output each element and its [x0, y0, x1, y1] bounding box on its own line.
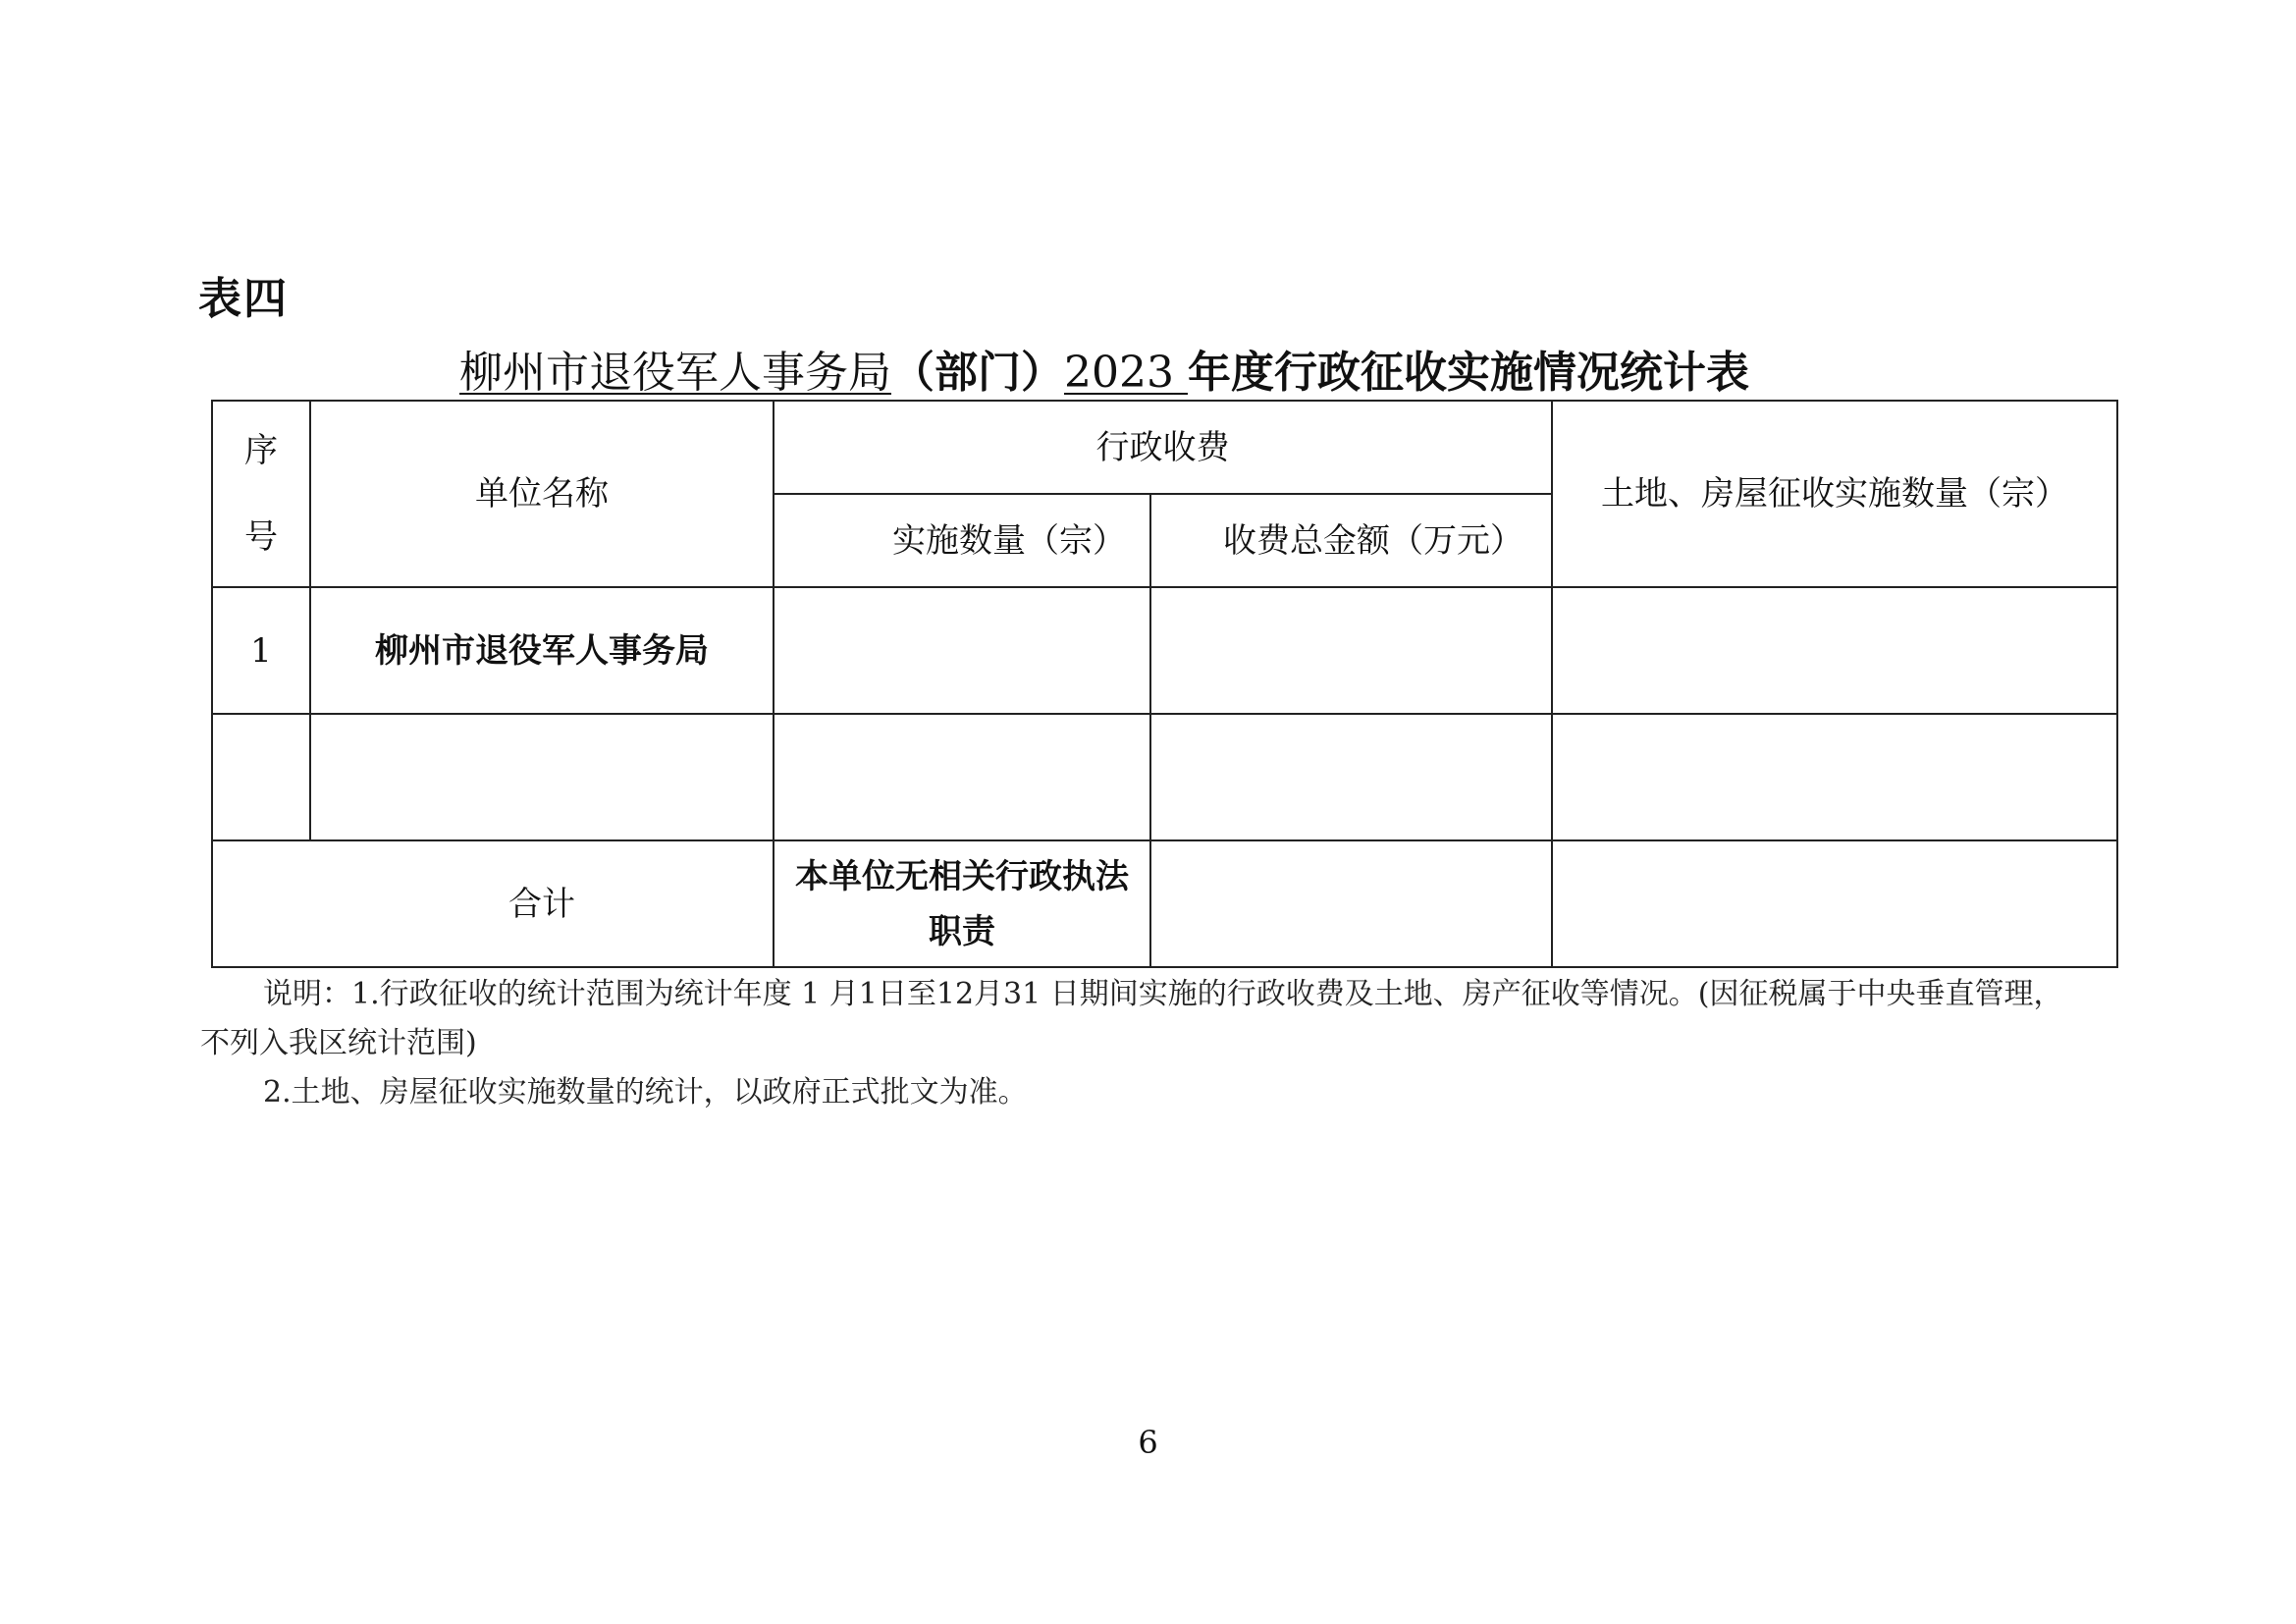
header-admin-fee: 行政收费	[774, 401, 1552, 494]
row-seq	[212, 714, 310, 840]
total-row	[212, 840, 2117, 967]
title-year: 2023	[1064, 348, 1174, 398]
note-line-1-continued: 不列入我区统计范围)	[200, 1026, 477, 1060]
header-seq	[212, 401, 310, 587]
total-land	[1552, 840, 2117, 967]
table-row	[212, 714, 2117, 840]
header-unit-name: 单位名称	[310, 401, 774, 587]
page-number: 6	[1138, 1424, 1158, 1461]
row-count	[774, 714, 1150, 840]
total-count-note	[774, 840, 1150, 967]
header-fee-total: 收费总金额（万元）	[1150, 494, 1552, 587]
table-label: 表四	[198, 274, 289, 324]
row-count	[774, 587, 1150, 714]
row-land	[1552, 714, 2117, 840]
title-suffix: 年度行政征收实施情况统计表	[1187, 348, 1749, 398]
header-seq-line1: 序	[244, 431, 278, 470]
title-dept: （部门）	[891, 348, 1064, 398]
row-unit-name	[310, 714, 774, 840]
notes	[200, 970, 2124, 1117]
row-unit-name: 柳州市退役军人事务局	[310, 587, 774, 714]
note-line-1: 说明：1.行政征收的统计范围为统计年度 1 月1日至12月31 日期间实施的行政收费及土地、房产征收等情况。(因征税属于中央垂直管理，	[263, 977, 2063, 1011]
document-title	[459, 344, 1749, 403]
row-fee-total	[1150, 587, 1552, 714]
header-land: 土地、房屋征收实施数量（宗）	[1552, 401, 2117, 587]
table-row	[212, 587, 2117, 714]
note-line-2: 2.土地、房屋征收实施数量的统计，以政府正式批文为准。	[263, 1075, 1028, 1110]
total-count-note-line2: 职责	[929, 911, 995, 951]
header-seq-line2: 号	[244, 517, 278, 557]
row-fee-total	[1150, 714, 1552, 840]
total-fee-total	[1150, 840, 1552, 967]
statistics-table	[211, 400, 2118, 968]
total-count-note-line1: 本单位无相关行政执法	[795, 856, 1129, 896]
row-land	[1552, 587, 2117, 714]
title-org: 柳州市退役军人事务局	[459, 348, 891, 398]
header-count: 实施数量（宗）	[774, 494, 1150, 587]
total-label: 合计	[212, 840, 774, 967]
row-seq: 1	[212, 587, 310, 714]
header-row-1	[212, 401, 2117, 494]
